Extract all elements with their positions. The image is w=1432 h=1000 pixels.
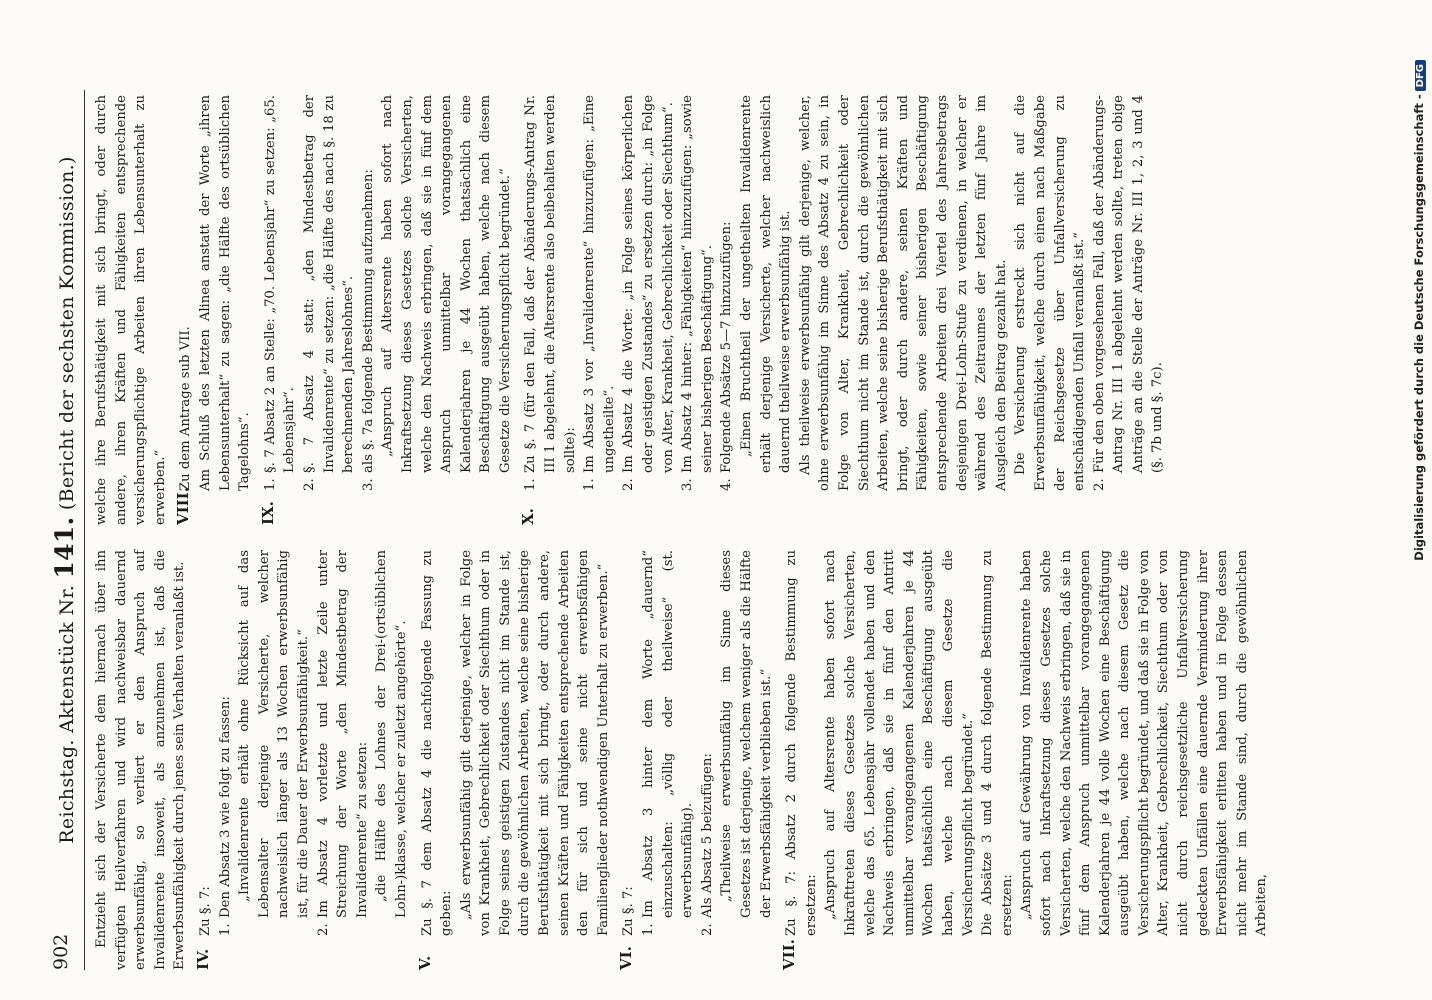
item-quote: Als theilweise erwerbsunfähig gilt derjenige, welcher, ohne erwerbsunfähig im Sinne des Absatz 4 zu sein, in Folge von Alter, Krankheit, Gebrechlichkeit oder Siechthum nicht im Stande ist, durch die gewöhnlichen Arbeiten, welche seine bisherige Berufsthätigkeit mit sich bringt, oder durch andere, seinen Kräften und Fähigkeiten, sowie seiner bisherigen Beschäftigung entsprechende Arbeiten drei Viertel des Jahresbetrags desjenigen Drei-Lohn-Stufe zu verdienen, in welcher er während des Zeitraumes der letzten fünf Jahre im Ausgleich den Beitrag gezahlt hat. [797,95,1009,491]
section [176,95,254,525]
page-title [50,0,79,1000]
section-number: V. [415,955,434,970]
item-text: Im Absatz 4 die Worte: „in Folge seines körperlichen oder geistigen Zustandes“ zu ersetzen durch: „in Folge von Alter, Krankheit, Gebrechlichkeit oder Siechthum“. [621,95,676,473]
item-number: 3. [360,478,376,491]
item-text: §. 7 Absatz 2 an Stelle: „70. Lebensjahr“ zu setzen: „65. Lebensjahr“. [262,95,298,473]
section-number: VI. [617,946,636,970]
digitization-credit [1396,0,1432,1000]
list-item [196,95,255,491]
list-item [698,550,776,936]
title-left: Reichstag. Aktenstück Nr. [56,578,78,844]
item-number: 2. [315,923,331,936]
credit-text: Digitalisierung gefördert durch die Deutsche Forschungsgemeinschaft - [1412,94,1426,561]
page-header [50,0,78,1000]
list-item [580,95,619,491]
list-item [678,95,717,491]
item-text: Im Absatz 4 hinter: „Fähigkeiten“ hinzuzufügen: „sowie seiner bisherigen Beschäftigung“. [680,95,715,473]
item-text: Im Absatz 4 vorletzte und letzte Zeile unter Streichung der Worte „den Mindestbetrag der Invalidenrente“ zu setzen: [315,550,370,918]
item-text: Im Absatz 3 hinter dem Worte „dauernd“ einzuschalten: „völlig oder theilweise“ (st. erwerbsunfähig). [641,550,696,918]
section-number: IX. [258,501,277,525]
item-number: 2. [301,478,317,491]
list-item [314,550,412,936]
item-quote: Die Versicherung erstreckt sich nicht auf die Erwerbsunfähigkeit, welche durch einen nach Maßgabe der Reichsgesetze über Unfallversicherung zu entschädigenden Unfall veranlaßt ist.“ [1013,95,1088,491]
section [415,550,614,970]
list-item [300,95,359,491]
section-number: X. [519,508,538,525]
item-text: als §. 7a folgende Bestimmung aufzunehmen: [360,169,376,473]
item-number: 4. [719,478,735,491]
section-lead: Zu dem Antrage sub VII. [178,326,194,491]
list-item [1090,95,1168,491]
item-quote: „Als erwerbsunfähig gilt derjenige, welcher in Folge von Krankheit, Gebrechlichkeit oder Siechthum oder in Folge seines geistigen Zustandes nicht im Stande ist, durch die gewöhnlichen Arbeiten, welche seine bisherige Berufsthätigkeit mit sich bringt, oder durch andere, seinen Kräften und Fähigkeiten entsprechende Arbeiten den für sich und seine nicht erwerbsfähigen Familienglieder nothwendigen Unterhalt zu erwerben.“ [458,550,611,936]
list-item [821,550,978,936]
section-lead: Zu §. 7: [197,886,213,936]
list-item [457,550,614,936]
item-text: Den Absatz 3 wie folgt zu fassen: [217,696,233,918]
list-item [261,95,300,491]
item-number: 1. [582,478,598,491]
item-number: 1. [217,923,233,936]
item-number: 1. [523,478,539,491]
item-quote: „die Hälfte des Lohnes der Drei-(ortsüblichen Lohn-)klasse, welcher er zuletzt angehörte“. [374,550,409,918]
item-number: 1. [262,478,278,491]
right-intro: welche ihre Berufsthätigkeit mit sich bringt, oder durch andere, ihren Kräften und Fähigkeiten entsprechende versicherungspflichtige Arbeiten ihren Lebensunterhalt zu erwerben.“ [94,95,168,525]
section [782,550,1272,970]
header-rule [84,90,85,970]
list-item [1011,95,1089,491]
section-number: IV. [193,948,212,970]
item-number: 1. [641,923,657,936]
item-quote: „Theilweise erwerbsunfähig im Sinne dieses Gesetzes ist derjenige, welchem weniger als die Hälfte der Erwerbsfähigkeit verblieben ist.“ [719,550,774,918]
section-number: VIII. [174,487,193,525]
item-quote: „Anspruch auf Gewährung von Invalidenrente haben sofort nach Inkraftsetzung dieses Gesetzes solche Versicherten, welche den Nachweis erbringen, daß sie in fünf dem Anspruch unmittelbar vorangegangenen Kalenderjahren je 44 volle Wochen eine Beschäftigung ausgeübt haben, welche nach diesem Gesetz die Versicherungspflicht begründet, und daß sie in Folge von Alter, Krankheit, Gebrechlichkeit, Siechthum oder von nicht durch reichsgesetzliche Unfallversicherung gedeckten Unfällen eine dauernde Verminderung ihrer Erwerbsfähigkeit erlitten haben und in Folge dessen nicht mehr im Stande sind, durch die gewöhnlichen Arbeiten, [1019,550,1270,936]
list-item [639,550,698,936]
section [619,550,776,970]
dfg-logo: DFG [1415,60,1426,91]
list-item [796,95,1012,491]
section [193,550,412,970]
item-text: Für den oben vorgesehenen Fall, daß der Abänderungs-Antrag Nr. III 1 abgelehnt werden sollte, treten obige Anträge an die Stelle der Anträge Nr. III 1, 2, 3 und 4 (§. 7b und §. 7c). [1091,95,1166,473]
section [521,95,1168,525]
title-right: (Bericht der sechsten Kommission.) [56,156,78,517]
page-number: 902 [50,933,72,970]
item-number: 2. [699,923,715,936]
item-quote: „Invalidenrente erhält ohne Rücksicht auf das Lebensalter derjenige Versicherte, welcher nachweislich länger als 13 Wochen erwerbsunfähig ist, für die Dauer der Erwerbsunfähigkeit.“ [237,550,311,918]
item-number: 2. [621,478,637,491]
item-quote: „Anspruch auf Altersrente haben sofort nach Inkrafttreten dieses Gesetzes solche Versicherten, welche das 65. Lebensjahr vollendet haben und den Nachweis erbringen, daß sie in fünf den Antritt unmittelbar vorangegangenen Kalenderjahren je 44 Wochen thatsächlich eine Beschäftigung ausgeübt haben, welche nach diesem Gesetze die Versicherungspflicht begründet.“ [823,550,976,936]
item-number: 3. [680,478,696,491]
section-lead: Zu §. 7 dem Absatz 4 die nachfolgende Fassung zu geben: [419,550,455,936]
section-number: VII. [780,939,799,970]
item-text: Die Absätze 3 und 4 durch folgende Bestimmung zu ersetzen: [980,550,1015,936]
item-text: Im Absatz 3 vor „Invalidenrente“ hinzuzufügen: „Eine ungetheilte“. [582,95,617,473]
item-text: Folgende Absätze 5—7 hinzuzufügen: [719,221,735,473]
item-number: 2. [1091,478,1107,491]
item-quote: „Anspruch auf Altersrente haben sofort nach Inkraftsetzung dieses Gesetzes solche Versicherten, welche den Nachweis erbringen, daß sie in fünf dem Anspruch unmittelbar vorangegangenen Kalenderjahren je 44 Wochen thatsächlich eine Beschäftigung ausgeübt haben, welche nach diesem Gesetze die Versicherungspflicht begründet.“ [380,95,513,473]
section-lead: Zu §. 7: [621,886,637,936]
left-column [92,550,1272,970]
section [258,95,516,525]
item-text: Am Schluß des letzten Alinea anstatt der Worte „ihren Lebensunterhalt“ zu sagen: „die Hälfte des ortsüblichen Tagelohns“. [197,95,253,491]
item-text: Als Absatz 5 beizufügen: [699,753,715,918]
list-item [216,550,314,936]
item-text: §. 7 Absatz 4 statt: „den Mindestbetrag der Invalidenrente“ zu setzen: „die Hälfte des nach §. 18 zu berechnenden Jahreslohnes“. [301,95,357,473]
list-item [619,95,678,491]
list-item [978,550,1272,936]
document-number: 141. [50,516,79,579]
list-item [521,95,580,491]
left-intro: Entzieht sich der Versicherte dem hiernach über ihn verfügten Heilverfahren und wird nachweisbar dauernd erwerbsunfähig, so verliert er den Anspruch auf Invalidenrente insoweit, als anzunehmen ist, daß die Erwerbsunfähigkeit durch jenes sein Verhalten veranlaßt ist. [94,550,188,970]
right-column [92,95,1168,525]
list-item [359,95,516,491]
item-quote: „Einen Bruchtheil der ungetheilten Invalidenrente erhält derjenige Versicherte, welcher nachweislich dauernd theilweise erwerbsunfähig ist. [739,95,794,473]
section-lead: Zu §. 7: Absatz 2 durch folgende Bestimmung zu ersetzen: [784,550,819,936]
item-text: Zu §. 7 (für den Fall, daß der Abänderungs-Antrag Nr. III 1 abgelehnt, die Altersrente also beibehalten werden sollte): [523,95,578,473]
list-item [717,95,795,491]
